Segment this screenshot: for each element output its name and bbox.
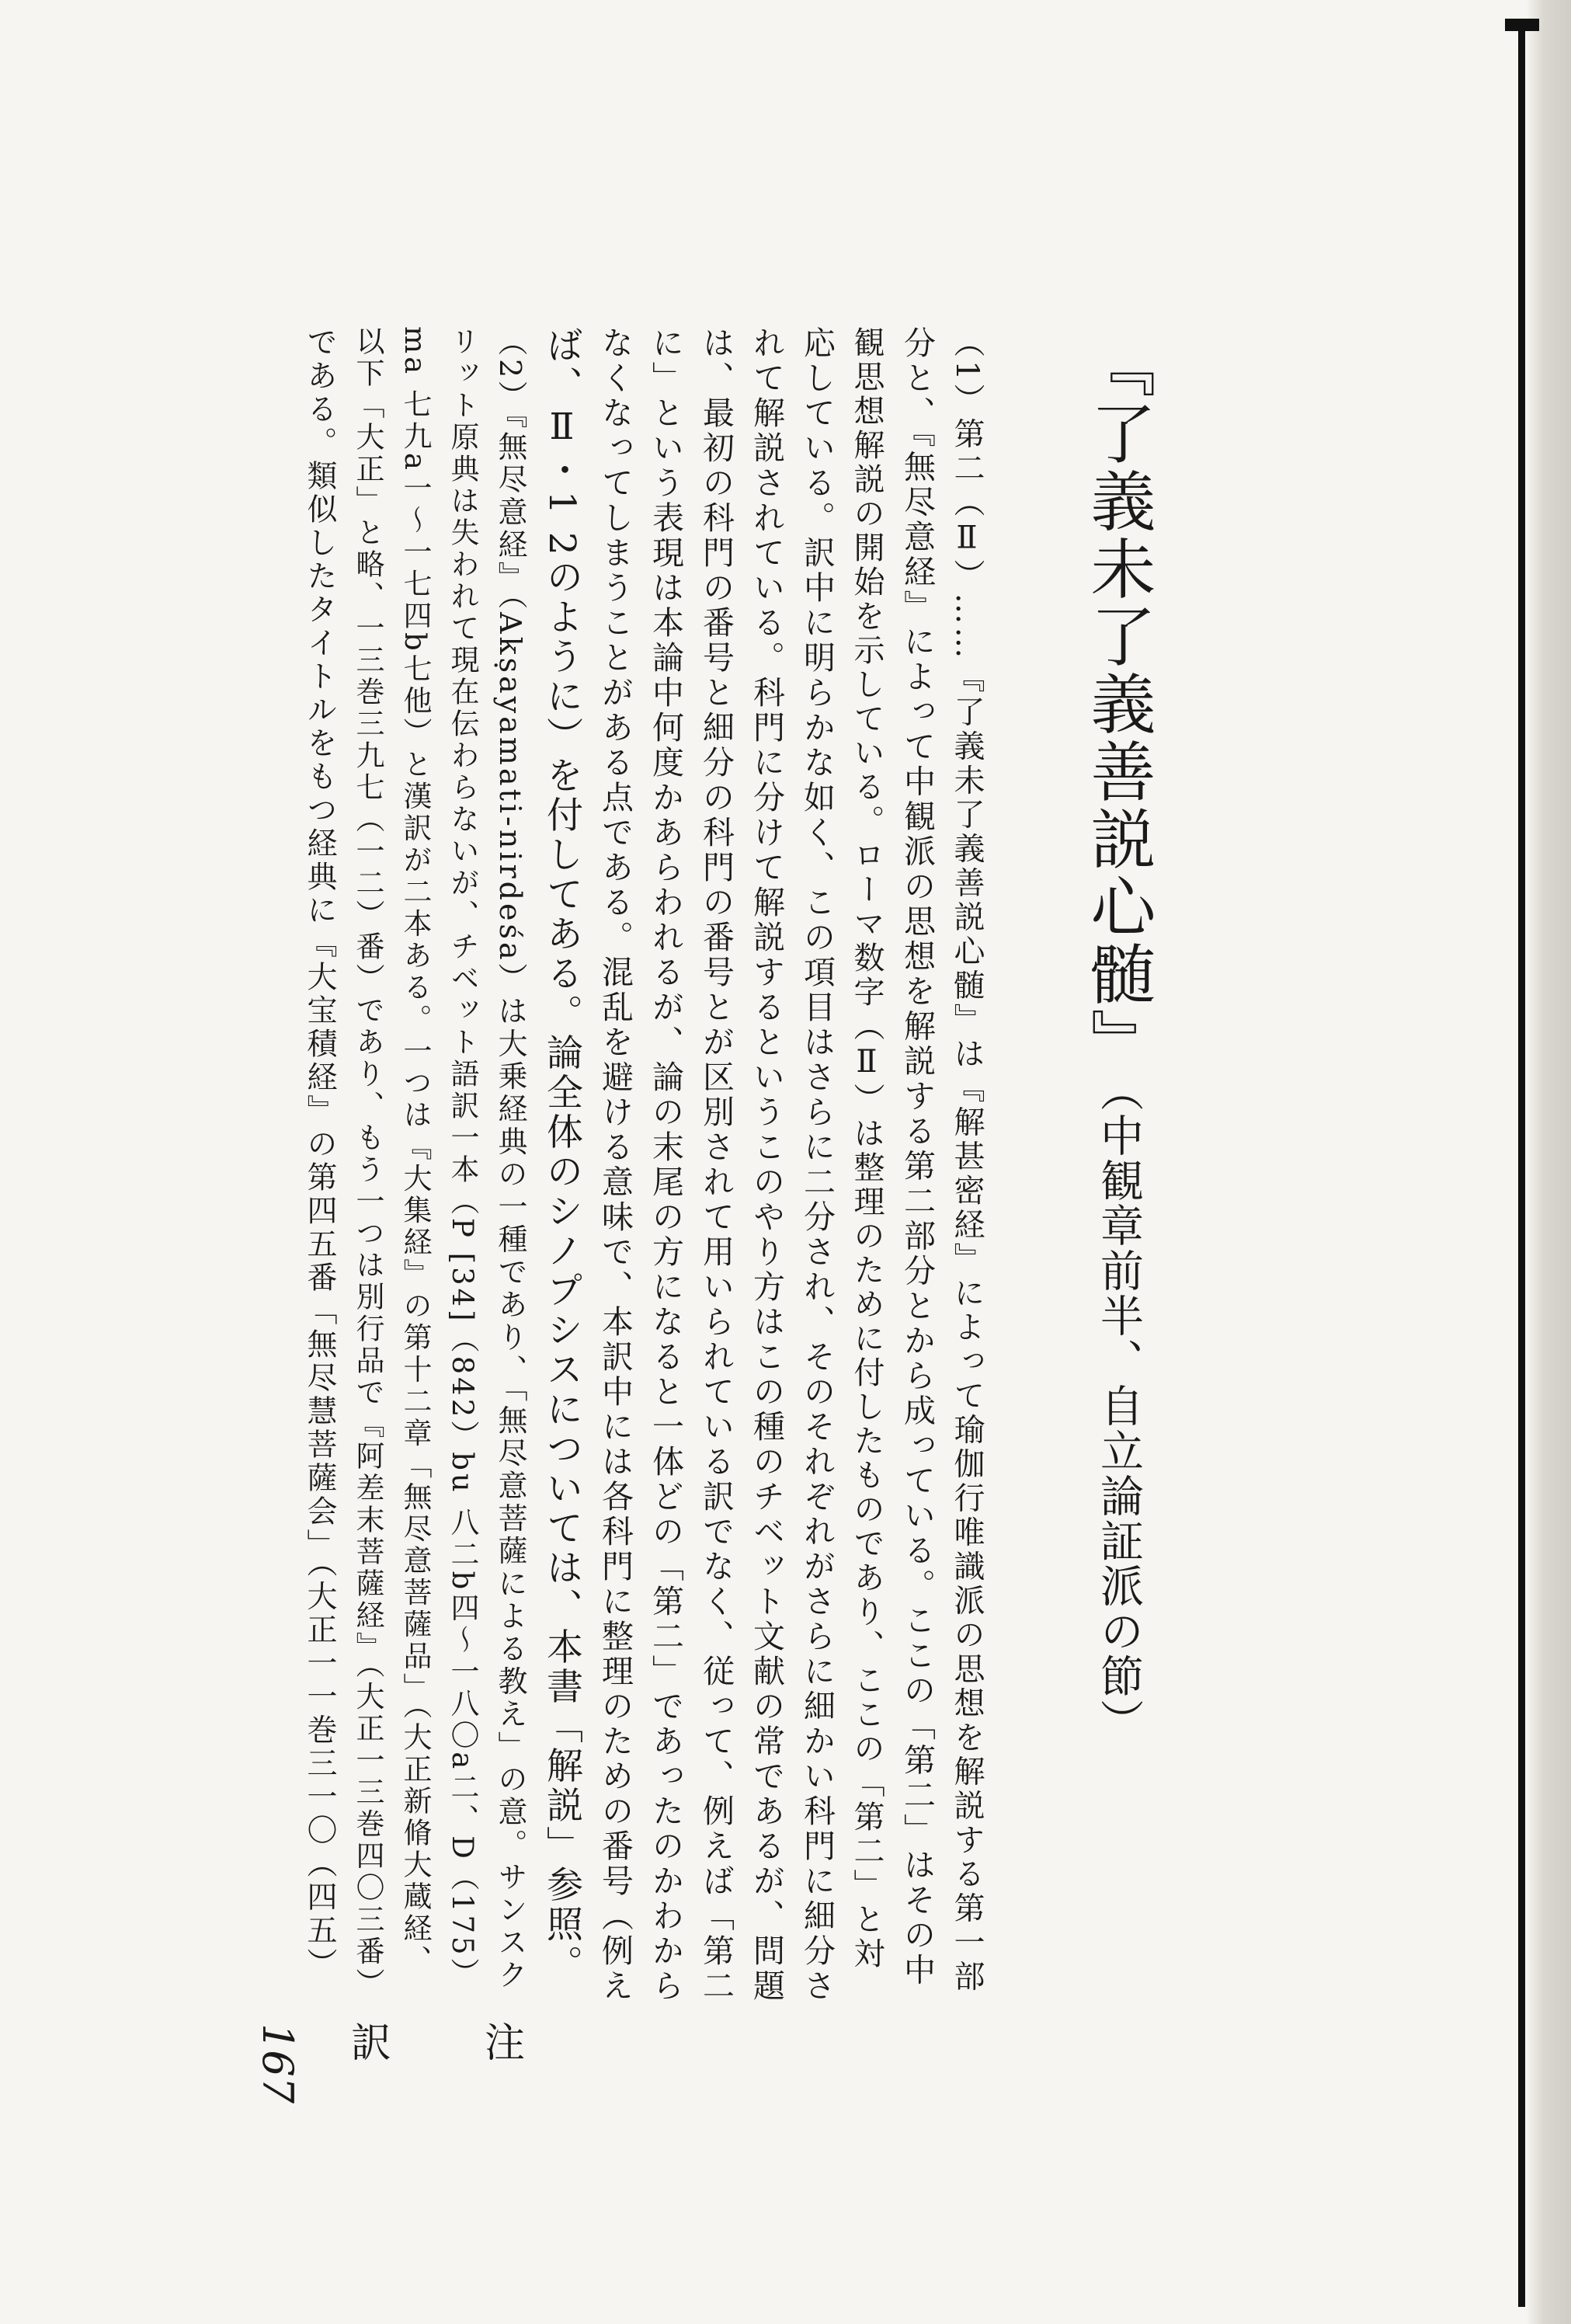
note-line: リット原典は失われて現在伝わらないが、チベット語訳一本（P [34]（842）bu 八二b四〜一八〇a二、D（175） (446, 326, 479, 1990)
binding-rule (1518, 23, 1525, 2307)
note-line: 応している。訳中に明らかな如く、この項目はさらに二分され、そのそれぞれがさらに細かい科門に細分さ (798, 326, 836, 2004)
note-line: ma 七九a一〜一七四b七他）と漢訳が二本ある。一つは『大集経』の第十二章「無尽意菩薩品」（大正新脩大蔵経、 (398, 326, 432, 1978)
note-line: 以下「大正」と略、一三巻三九七（一二）番）であり、もう一つは別行品で『阿差末菩薩経』（大正一三巻四〇三番） (351, 326, 384, 2000)
page-title (1080, 332, 1156, 1744)
note-line: （2）『無尽意経』（Akṣayamati-nirdeśa）は大乗経典の一種であり、「無尽意菩薩による教え」の意。サンスク (493, 326, 527, 1992)
title-main: 『了義未了義善説心髄』 (1080, 332, 1156, 1076)
title-subtitle: （中観章前半、自立論証派の節） (1093, 1090, 1144, 1744)
note-line: ば、Ⅱ・1 2のように）を付してある。論全体のシノプシスについては、本書「解説」参照。 (540, 326, 583, 1985)
note-line: は、最初の科門の番号と細分の科門の番号とが区別されて用いられている訳でなく、従って、例えば「第二 (697, 326, 735, 2004)
running-footer-label: 訳注 (351, 2020, 619, 2067)
page-number: 167 (253, 2023, 302, 2104)
note-line: である。類似したタイトルをもつ経典に『大宝積経』の第四五番「無尽慧菩薩会」（大正一一巻三一〇（四五） (302, 326, 337, 1981)
note-line: 分と、『無尽意経』によって中観派の思想を解説する第二部分とから成っている。ここの「第二」はその中 (898, 326, 936, 1988)
note-line: に」という表現は本論中何度かあらわれるが、論の末尾の方になると一体どの「第二」であったのかわから (647, 326, 684, 2004)
binding-rule-cap (1505, 19, 1539, 31)
note-line: れて解説されている。科門に分けて解説するというこのやり方はこの種のチベット文献の常であるが、問題 (748, 326, 785, 2004)
scan-edge (1526, 0, 1571, 2324)
notes-body (206, 326, 985, 2004)
note-line: 観思想解説の開始を示している。ローマ数字（Ⅱ）は整理のために付したものであり、ここの「第二」と対 (849, 326, 885, 1971)
note-line: （1）第二（Ⅱ）……『了義未了義善説心髄』は『解甚密経』によって瑜伽行唯識派の思想を解説する第一部 (949, 326, 985, 1995)
note-line: なくなってしまうことがある点である。混乱を避ける意味で、本訳中には各科門に整理のための番号（例え (596, 326, 634, 2004)
